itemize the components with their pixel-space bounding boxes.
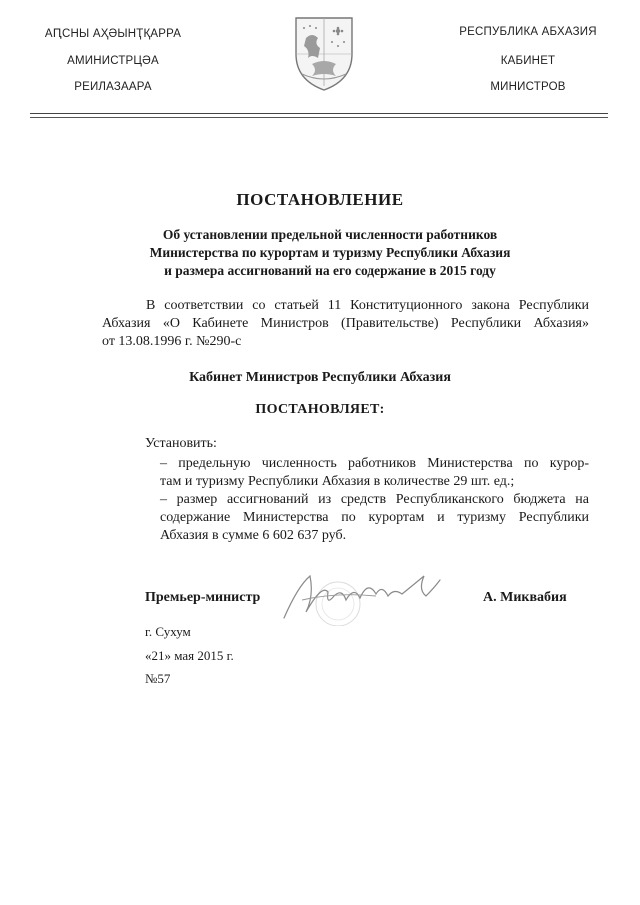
- handwritten-signature: [276, 566, 446, 631]
- document-title: ПОСТАНОВЛЕНИЕ: [236, 190, 404, 209]
- preamble-paragraph: [102, 297, 589, 351]
- header-right-line-2: КАБИНЕТ: [500, 55, 556, 67]
- signatory-name: А. Миквабия: [483, 590, 567, 605]
- decree-item-budget: [160, 491, 589, 545]
- issuer-heading: Кабинет Министров Республики Абхазия: [189, 370, 451, 385]
- item-line: там и туризму Республики Абхазия в количестве 29 шт. ед.;: [160, 474, 515, 489]
- subtitle-line: и размера ассигнований на его содержание в 2015 году: [164, 263, 496, 278]
- signatory-role: Премьер-министр: [145, 590, 261, 605]
- header-rule-thin: [30, 117, 608, 118]
- coat-of-arms-icon: [292, 14, 356, 97]
- item-line: – размер ассигнований из средств Республиканского бюджета на: [160, 492, 589, 507]
- header-right-line-1: РЕСПУБЛИКА АБХАЗИЯ: [459, 26, 597, 38]
- header-left-line-1: АԤСНЫ АҲӘЫНҬҚАРРА: [44, 28, 182, 40]
- preamble-line: В соответствии со статьей 11 Конституционного закона Республики: [146, 298, 589, 313]
- header-left-line-3: РЕИЛАЗААРА: [74, 81, 152, 93]
- subtitle-line: Министерства по курортам и туризму Республики Абхазия: [149, 245, 511, 260]
- install-label: Установить:: [145, 436, 217, 451]
- item-line: – предельную численность работников Министерства по курор-: [160, 456, 589, 471]
- subtitle-line: Об установлении предельной численности работников: [162, 227, 498, 242]
- place-of-issue: г. Сухум: [145, 624, 191, 639]
- document-subtitle: [100, 226, 560, 280]
- preamble-line: от 13.08.1996 г. №290-с: [102, 334, 242, 349]
- date-of-issue: «21» мая 2015 г.: [145, 648, 234, 663]
- header-right-line-3: МИНИСТРОВ: [490, 81, 566, 93]
- header-rule-thick: [30, 113, 608, 114]
- document-number: №57: [145, 671, 171, 686]
- preamble-line: Абхазия «О Кабинете Министров (Правительстве) Республики Абхазия»: [102, 316, 589, 331]
- header-left-line-2: АМИНИСТРЦӘА: [67, 55, 159, 67]
- item-line: Абхазия в сумме 6 602 637 руб.: [160, 528, 347, 543]
- item-line: содержание Министерства по курортам и туризму Республики: [160, 510, 589, 525]
- decree-heading: ПОСТАНОВЛЯЕТ:: [255, 402, 385, 417]
- decree-item-headcount: [160, 455, 589, 491]
